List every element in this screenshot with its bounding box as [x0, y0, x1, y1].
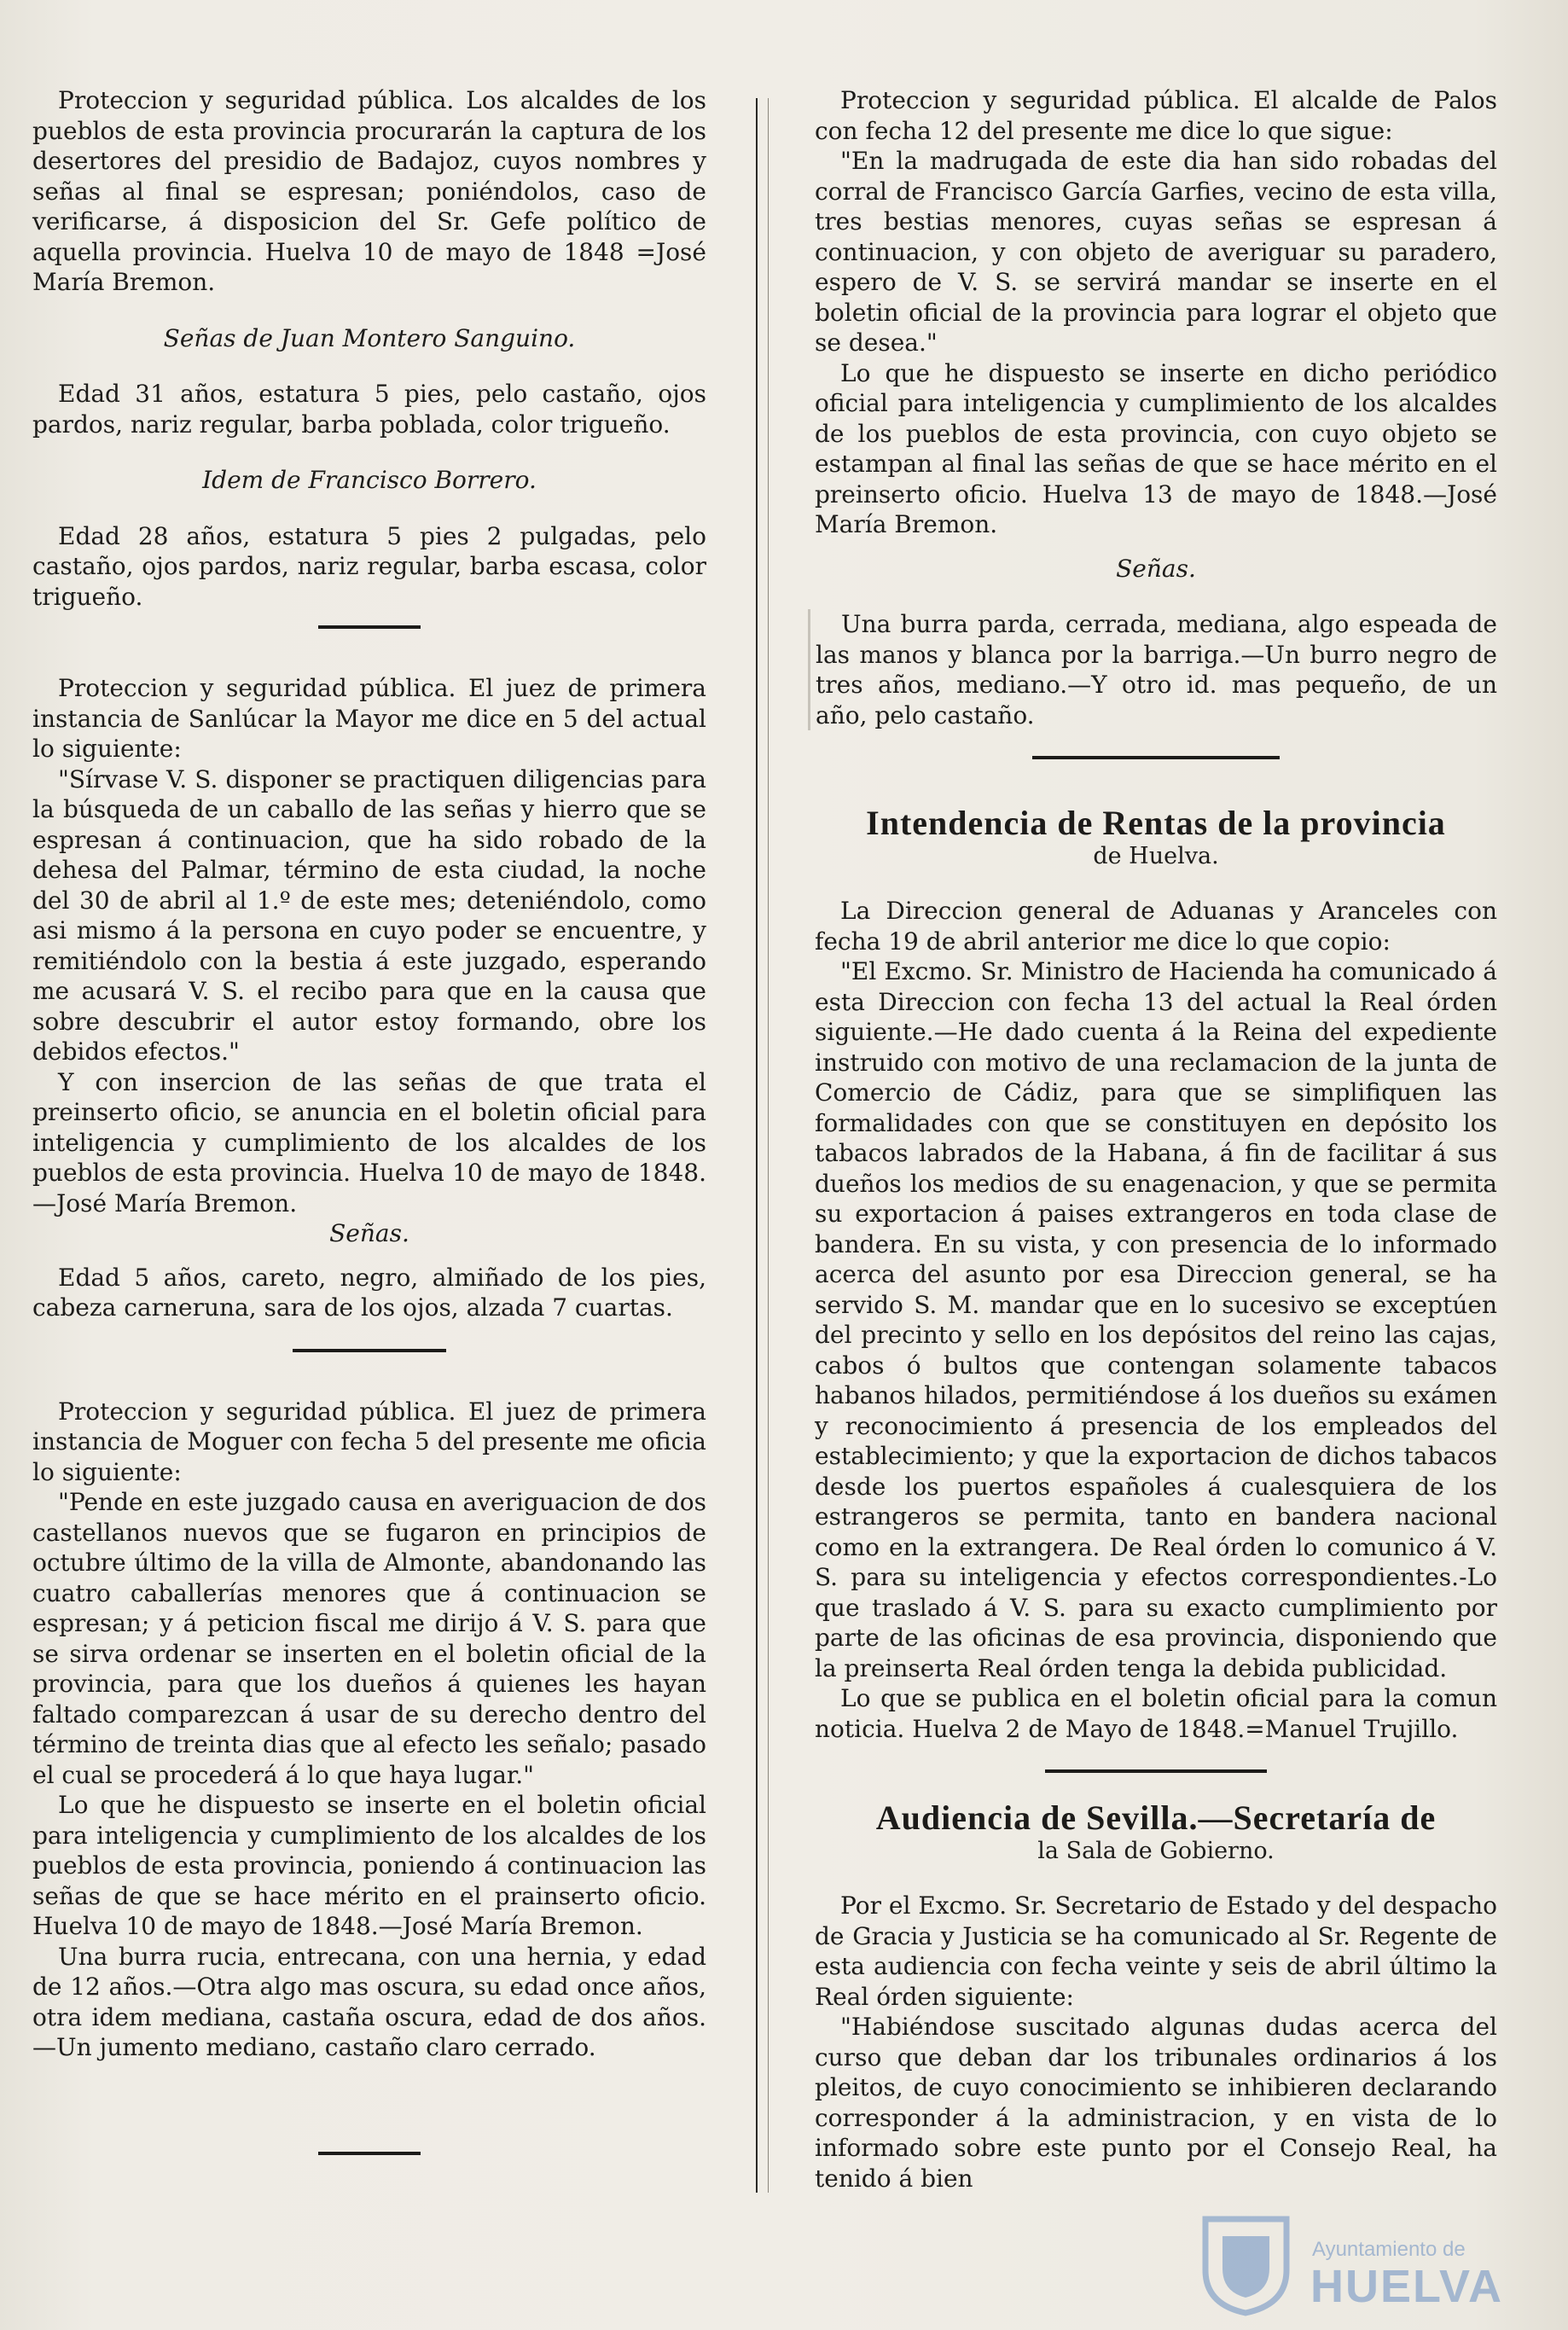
senas-title-caballo: Señas. — [329, 1219, 409, 1247]
subheading-intendencia: de Huelva. — [1093, 843, 1219, 869]
senas-moguer: Una burra rucia, entrecana, con una hernia, y edad de 12 años.—Otra algo mas oscura, su edad once años, otra idem mediana, castaña oscura, edad de dos años. —Un jumento mediano, castaño claro cerrado. — [32, 1942, 706, 2061]
right-column — [815, 85, 1497, 2193]
notice-moguer-intro: Proteccion y seguridad pública. El juez de primera instancia de Moguer con fecha 5 del presente me oficia lo siguiente: — [32, 1397, 706, 1486]
notice-moguer-quote: "Pende en este juzgado causa en averiguacion de dos castellanos nuevos que se fugaron en principios de octubre último de la villa de Almonte, abandonando las cuatro caballerías menores que á continuacion se espresan; y á peticion fiscal me dirijo á V. S. para que se sirva ordenar se inserten en el boletin oficial de la provincia, para que los dueños á quienes les hayan faltado comparezcan á usar de su derecho dentro del término de treinta dias que al efecto les señalo; pasado el cual se procederá á lo que haya lugar." — [32, 1488, 706, 1789]
description-montero: Edad 31 años, estatura 5 pies, pelo castaño, ojos pardos, nariz regular, barba poblada, color trigueño. — [32, 380, 706, 439]
column-divider — [756, 98, 758, 2193]
notice-palos-quote: "En la madrugada de este dia han sido robadas del corral de Francisco García Garfies, vecino de esta villa, tres bestias menores, cuyas señas se espresan á continuacion, y con objeto de averiguar su paradero, espero de V. S. se servirá mandar se inserte en el boletin oficial de la provincia para lograr el objeto que se desea." — [815, 147, 1497, 357]
heading-audiencia: Audiencia de Sevilla.—Secretaría de — [875, 1798, 1437, 1837]
senas-title-palos: Señas. — [1116, 554, 1196, 583]
notice-moguer-close: Lo que he dispuesto se inserte en el boletin oficial para inteligencia y cumplimiento de los alcaldes de los pueblos de esta provincia, poniendo á continuacion las señas de que se hace mérito en el prainserto oficio. Huelva 10 de mayo de 1848.—José María Bremon. — [32, 1791, 706, 1940]
description-borrero: Edad 28 años, estatura 5 pies 2 pulgadas, pelo castaño, ojos pardos, nariz regular, barba escasa, color trigueño. — [32, 521, 706, 611]
notice-sanlucar-quote: "Sírvase V. S. disponer se practiquen diligencias para la búsqueda de un caballo de las señas y hierro que se espresan á continuacion, que ha sido robado de la dehesa del Palmar, término de esta ciudad, la noche del 30 de abril al 1.º de este mes; deteniéndolo, como asi mismo á la persona en cuyo poder se encuentre, y remitiéndolo con la bestia á este juzgado, esperando me acusará V. S. el recibo para que en la causa que sobre descubrir el autor estoy formando, obre los debidos efectos." — [32, 764, 706, 1066]
heading-intendencia: Intendencia de Rentas de la provincia — [866, 804, 1446, 842]
notice-audiencia-quote: "Habiéndose suscitado algunas dudas acerca del curso que deban dar los tribunales ordinarios á los pleitos, de cuyo conocimiento se inhibieren declarando corresponder á la administracion, y en vista de lo informado sobre este punto por el Consejo Real, ha tenido á bien — [815, 2013, 1497, 2193]
watermark-logo — [1193, 2211, 1517, 2317]
section-separator — [318, 2152, 421, 2155]
notice-palos-close: Lo que he dispuesto se inserte en dicho periódico oficial para inteligencia y cumplimiento de los alcaldes de los pueblos de esta provincia, con cuyo objeto se estampan al final las señas de que se hace mérito en el preinserto oficio. Huelva 13 de mayo de 1848.—José María Bremon. — [815, 358, 1497, 538]
notice-aduanas-intro: La Direccion general de Aduanas y Aranceles con fecha 19 de abril anterior me dice lo que copio: — [815, 897, 1497, 956]
description-title-montero: Señas de Juan Montero Sanguino. — [163, 323, 576, 352]
senas-palos: Una burra parda, cerrada, mediana, algo espeada de las manos y blanca por la barriga.—Un burro negro de tres años, mediano.—Y otro id. mas pequeño, de un año, pelo castaño. — [808, 609, 1497, 730]
shield-icon — [1193, 2211, 1299, 2317]
notice-audiencia-intro: Por el Excmo. Sr. Secretario de Estado y del despacho de Gracia y Justicia se ha comunicado al Sr. Regente de esta audiencia con fecha veinte y seis de abril último la Real órden siguiente: — [815, 1891, 1497, 2011]
notice-aduanas-close: Lo que se publica en el boletin oficial para la comun noticia. Huelva 2 de Mayo de 1848.=Manuel Trujillo. — [815, 1684, 1497, 1743]
notice-aduanas-quote: "El Excmo. Sr. Ministro de Hacienda ha comunicado á esta Direccion con fecha 13 del actual la Real órden siguiente.—He dado cuenta á la Reina del expediente instruido con motivo de una reclamacion de la junta de Comercio de Cádiz, para que se simplifiquen las formalidades con que se constituyen en depósito los tabacos labrados de la Habana, á fin de facilitar á sus dueños los medios de su enagenacion, y que se permita su exportacion á paises extrangeros en toda clase de bandera. En su vista, y con presencia de lo informado acerca del asunto por esa Direccion general, se ha servido S. M. mandar que en lo sucesivo se exceptúen del precinto y sello en los depósitos del reino las cajas, cabos ó bultos que contengan solamente tabacos habanos hilados, permitiéndose á los dueños su exámen y reconocimiento á presencia de los empleados del establecimiento; y que la exportacion de dichos tabacos desde los puertos españoles á cualesquiera de los estrangeros se permita, tanto en bandera nacional como en la extrangera. De Real órden lo comunico á V. S. para su inteligencia y efectos correspondientes.-Lo que traslado á V. S. para su exacto cumplimiento por parte de las oficinas de esa provincia, disponiendo que la preinserta Real órden tenga la debida publicidad. — [815, 957, 1497, 1682]
subheading-audiencia: la Sala de Gobierno. — [1037, 1838, 1275, 1864]
watermark-line1: Ayuntamiento de — [1312, 2238, 1466, 2261]
notice-desertores: Proteccion y seguridad pública. Los alcaldes de los pueblos de esta provincia procurarán la captura de los desertores del presidio de Badajoz, cuyos nombres y señas al final se espresan; poniéndolos, caso de verificarse, á disposicion del Sr. Gefe político de aquella provincia. Huelva 10 de mayo de 1848 =José María Bremon. — [32, 86, 706, 296]
left-column — [32, 85, 706, 2155]
notice-palos-intro: Proteccion y seguridad pública. El alcalde de Palos con fecha 12 del presente me dice lo que sigue: — [815, 86, 1497, 145]
notice-sanlucar-intro: Proteccion y seguridad pública. El juez de primera instancia de Sanlúcar la Mayor me dice en 5 del actual lo siguiente: — [32, 674, 706, 763]
column-divider-shadow — [768, 98, 769, 2193]
watermark-line2: HUELVA — [1310, 2261, 1503, 2312]
description-title-borrero: Idem de Francisco Borrero. — [202, 466, 537, 494]
notice-sanlucar-close: Y con insercion de las señas de que trata el preinserto oficio, se anuncia en el boletin oficial para inteligencia y cumplimiento de los alcaldes de los pueblos de esta provincia. Huelva 10 de mayo de 1848.—José María Bremon. — [32, 1067, 706, 1217]
senas-caballo: Edad 5 años, careto, negro, almiñado de los pies, cabeza carneruna, sara de los ojos, alzada 7 cuartas. — [32, 1263, 706, 1322]
